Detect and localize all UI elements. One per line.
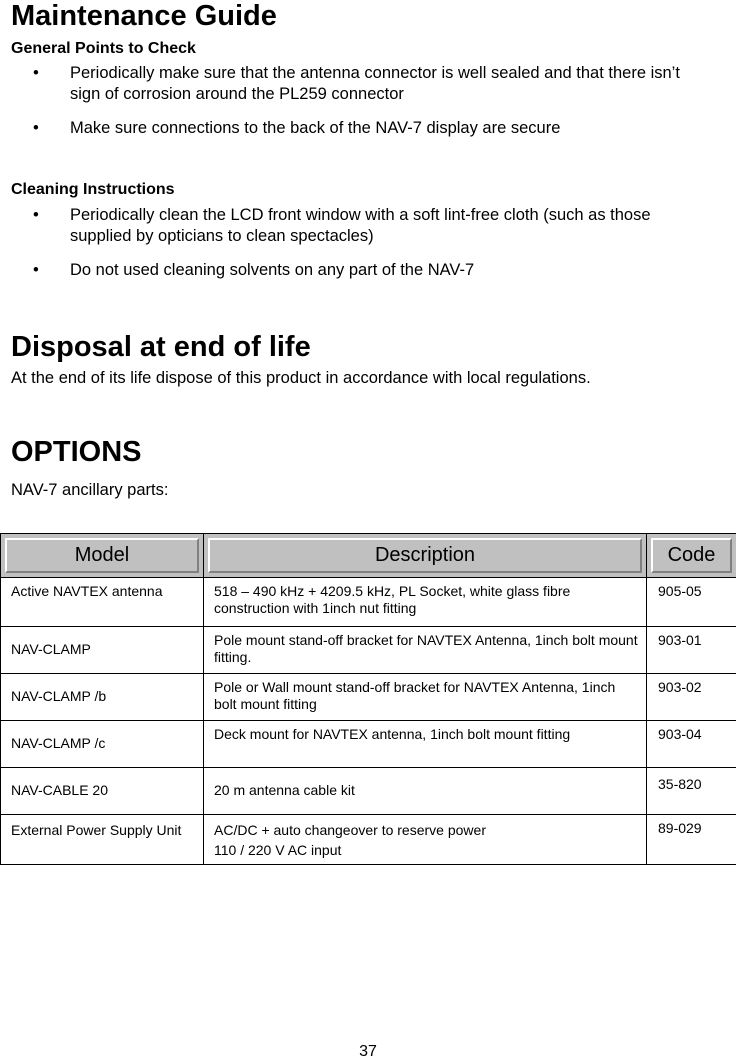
model-cell: NAV-CLAMP /b (1, 674, 204, 721)
code-cell: 903-02 (647, 674, 736, 721)
table-row (1, 721, 736, 768)
list-item-text: Periodically clean the LCD front window with a soft lint-free cloth (such as those supplied by opticians to clean spectacles) (70, 205, 690, 247)
code-cell: 905-05 (647, 578, 736, 627)
description-cell: 518 – 490 kHz + 4209.5 kHz, PL Socket, white glass fibre construction with 1inch nut fitting (204, 578, 647, 627)
table-row (1, 768, 736, 815)
cleaning-instructions-heading: Cleaning Instructions (11, 181, 175, 199)
page-number: 37 (0, 1043, 736, 1061)
options-title: OPTIONS (11, 436, 142, 468)
table-row (1, 674, 736, 721)
column-header-code: Code (647, 534, 736, 578)
page-title: Maintenance Guide (11, 0, 277, 32)
model-cell: NAV-CLAMP /c (1, 721, 204, 768)
code-cell: 89-029 (647, 815, 736, 865)
disposal-title: Disposal at end of life (11, 331, 311, 363)
general-points-heading: General Points to Check (11, 40, 196, 58)
bullet-icon: • (33, 260, 39, 281)
table-row (1, 627, 736, 674)
column-header-model: Model (1, 534, 204, 578)
code-cell: 903-01 (647, 627, 736, 674)
bullet-icon: • (33, 118, 39, 139)
column-header-description: Description (204, 534, 647, 578)
description-cell: AC/DC + auto changeover to reserve power 110 / 220 V AC input (204, 815, 647, 865)
description-cell: Deck mount for NAVTEX antenna, 1inch bolt mount fitting (204, 721, 647, 768)
model-cell: External Power Supply Unit (1, 815, 204, 865)
options-intro: NAV-7 ancillary parts: (11, 480, 168, 500)
code-cell: 903-04 (647, 721, 736, 768)
model-cell: NAV-CLAMP (1, 627, 204, 674)
description-cell: 20 m antenna cable kit (204, 768, 647, 815)
model-cell: NAV-CABLE 20 (1, 768, 204, 815)
parts-table (0, 533, 736, 865)
table-row (1, 578, 736, 627)
list-item-text: Periodically make sure that the antenna connector is well sealed and that there isn’t sign of corrosion around the PL259 connector (70, 63, 690, 105)
code-cell: 35-820 (647, 768, 736, 815)
description-cell: Pole mount stand-off bracket for NAVTEX Antenna, 1inch bolt mount fitting. (204, 627, 647, 674)
disposal-text: At the end of its life dispose of this product in accordance with local regulations. (11, 368, 591, 388)
table-header-row (1, 534, 736, 578)
description-cell: Pole or Wall mount stand-off bracket for NAVTEX Antenna, 1inch bolt mount fitting (204, 674, 647, 721)
model-cell: Active NAVTEX antenna (1, 578, 204, 627)
list-item-text: Make sure connections to the back of the NAV-7 display are secure (70, 118, 690, 139)
bullet-icon: • (33, 205, 39, 226)
bullet-icon: • (33, 63, 39, 84)
list-item-text: Do not used cleaning solvents on any part of the NAV-7 (70, 260, 690, 281)
table-row (1, 815, 736, 865)
